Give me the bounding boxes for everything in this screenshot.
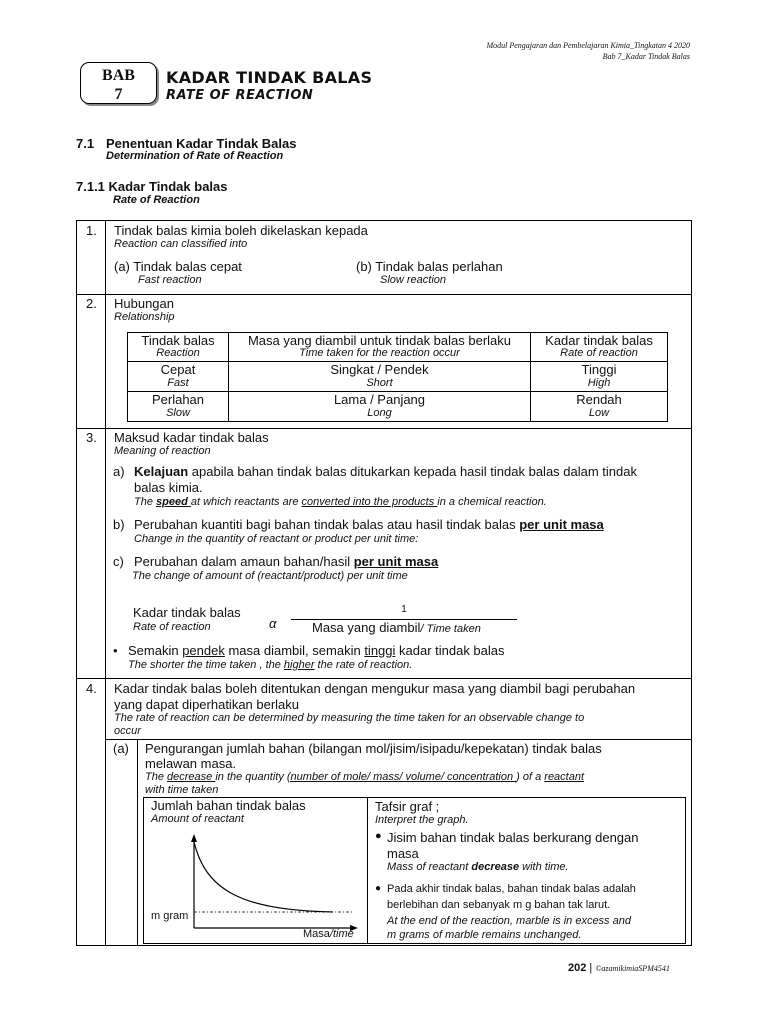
running-header: [486, 40, 690, 62]
formula-denominator-en: / Time taken: [420, 623, 481, 635]
item-b-text: [134, 517, 604, 532]
table-header-reaction: Tindak balas: [141, 333, 215, 348]
row-1-text: Tindak balas kimia boleh dikelaskan kepada: [114, 223, 368, 238]
chapter-subtitle: RATE OF REACTION: [166, 88, 314, 103]
row-4-en-1: The rate of reaction can be determined by measuring the time taken for an observable change to: [114, 712, 585, 724]
sub-a-en-pre: The: [145, 771, 168, 783]
sub-number-divider: [137, 739, 138, 946]
section-number: 7.1: [76, 136, 95, 151]
header-line-2: Bab 7_Kadar Tindak Balas: [602, 52, 690, 61]
item-a-en-pre: The: [134, 496, 157, 508]
formula-left: Kadar tindak balas: [133, 605, 241, 620]
m-gram-label: m gram: [151, 910, 189, 922]
bullet-en-post: the rate of reaction.: [314, 659, 413, 671]
bullet-underline-2: tinggi: [364, 643, 396, 658]
bullet-pre: Semakin: [128, 643, 183, 658]
item-a-en-post: in a chemical reaction.: [437, 496, 547, 508]
formula-denominator-ms: Masa yang diambil: [312, 620, 421, 635]
section-title-en: Determination of Rate of Reaction: [106, 150, 284, 162]
sub-a-en-u3: reactant: [544, 771, 585, 783]
sub-a-en-u1: decrease: [167, 771, 216, 783]
sub-row-divider: [105, 739, 692, 740]
fast-reaction-en: Fast reaction: [138, 274, 202, 286]
item-c-en: The change of amount of (reactant/product) per unit time: [132, 570, 408, 582]
formula-left-en: Rate of reaction: [133, 621, 211, 633]
item-c-text: [134, 554, 438, 569]
item-a-label: a): [113, 464, 125, 479]
item-a-rest: apabila bahan tindak balas ditukarkan kepada hasil tindak balas dalam tindak: [188, 464, 637, 479]
table-header-reaction-en: Reaction: [156, 347, 200, 359]
sub-a-en-mid1: in the quantity: [215, 771, 287, 783]
row-4-text-1: Kadar tindak balas boleh ditentukan dengan mengukur masa yang diambil bagi perubahan: [114, 681, 636, 696]
item-b-en: Change in the quantity of reactant or product per unit time:: [134, 533, 419, 545]
fast-reaction-label: (a) Tindak balas cepat: [114, 259, 242, 274]
graph-box-divider: [367, 797, 368, 944]
row-4-number: 4.: [86, 681, 97, 696]
sub-a-text-1: Pengurangan jumlah bahan (bilangan mol/jisim/isipadu/kepekatan) tindak balas: [145, 741, 602, 756]
table-cell-en: Long: [367, 407, 392, 419]
proportional-symbol: α: [269, 616, 277, 631]
section-title: Penentuan Kadar Tindak Balas: [106, 136, 297, 151]
bullet-en: [128, 659, 412, 671]
formula-numerator: 1: [401, 604, 407, 615]
row-divider: [76, 428, 692, 429]
item-a-en-underline: converted into the products: [301, 496, 438, 508]
sub-a-en-mid2: ) of a: [516, 771, 545, 783]
reactant-graph: [148, 826, 364, 942]
chapter-badge: [80, 62, 157, 104]
item-c-text-main: Perubahan dalam amaun bahan/hasil: [134, 554, 354, 569]
row-3-text: Maksud kadar tindak balas: [114, 430, 269, 445]
table-cell: Rendah: [576, 392, 622, 407]
bullet-en-pre: The shorter the time taken , the: [128, 659, 284, 671]
row-2-text: Hubungan: [114, 296, 174, 311]
item-b-label: b): [113, 517, 125, 532]
bullet-post: kadar tindak balas: [395, 643, 505, 658]
bullet-en-underline: higher: [283, 659, 315, 671]
slow-reaction-label: (b) Tindak balas perlahan: [356, 259, 503, 274]
number-column-divider: [105, 220, 106, 946]
table-cell-en: Fast: [167, 377, 189, 389]
table-cell-en: High: [587, 377, 611, 389]
interp-p2-en-1: At the end of the reaction, marble is in excess and: [387, 915, 631, 927]
subsection-title: 7.1.1 Kadar Tindak balas: [76, 179, 228, 194]
row-4-text-2: yang dapat diperhatikan berlaku: [114, 697, 300, 712]
interp-bullet-1: ●: [375, 830, 382, 842]
interp-title-en: Interpret the graph.: [375, 814, 469, 826]
row-divider: [76, 678, 692, 679]
interp-p1-en: [387, 861, 569, 873]
sub-a-label: (a): [113, 741, 129, 756]
row-3-text-en: Meaning of reaction: [114, 445, 211, 457]
page-number: 202: [568, 962, 587, 974]
table-cell: Lama / Panjang: [333, 392, 426, 407]
sub-a-en-2: with time taken: [145, 784, 219, 796]
item-b-bold: per unit masa: [519, 517, 604, 532]
table-cell-en: Slow: [166, 407, 190, 419]
graph-title-en: Amount of reactant: [151, 813, 244, 825]
bullet-text: [128, 643, 505, 658]
item-a-en-mid: at which reactants are: [190, 496, 302, 508]
item-b-text-main: Perubahan kuantiti bagi bahan tindak balas atau hasil tindak balas: [134, 517, 520, 532]
formula-denominator: [312, 620, 481, 635]
bullet-dot: •: [113, 643, 118, 658]
interp-p1-en-post: with time.: [519, 861, 569, 873]
item-a-text: [134, 464, 637, 479]
y-axis-arrow: [191, 834, 197, 842]
bullet-underline-1: pendek: [182, 643, 225, 658]
x-axis-label-ms: Masa: [303, 928, 330, 940]
table-cell: Singkat / Pendek: [330, 362, 429, 377]
interp-p1-en-bold: decrease: [471, 861, 520, 873]
item-a-en: [134, 496, 547, 508]
x-axis-label-en: /time: [329, 928, 354, 940]
slow-reaction-en: Slow reaction: [380, 274, 447, 286]
row-2-text-en: Relationship: [114, 311, 175, 323]
bab-label: BAB: [102, 67, 135, 84]
table-header-rate-en: Rate of reaction: [560, 347, 638, 359]
interp-p2-ms-2: berlebihan dan sebanyak m g bahan tak larut.: [387, 899, 611, 911]
page-footer: [568, 962, 670, 974]
table-cell: Perlahan: [151, 392, 205, 407]
bullet-mid: masa diambil, semakin: [224, 643, 365, 658]
table-header-time: Masa yang diambil untuk tindak balas berlaku: [247, 333, 512, 348]
interp-p1-ms-2: masa: [387, 846, 419, 861]
row-divider: [76, 294, 692, 295]
table-header-time-en: Time taken for the reaction occur: [299, 347, 460, 359]
item-a-bold: Kelajuan: [134, 464, 189, 479]
table-cell-en: Low: [588, 407, 610, 419]
row-1-text-en: Reaction can classified into: [114, 238, 248, 250]
row-1-number: 1.: [86, 223, 97, 238]
sub-a-en-u2: (number of mole/ mass/ volume/ concentration: [286, 771, 517, 783]
sub-a-en-1: [145, 771, 584, 783]
item-c-bold: per unit masa: [353, 554, 439, 569]
chapter-title: KADAR TINDAK BALAS: [166, 68, 373, 87]
graph-title: Jumlah bahan tindak balas: [151, 798, 306, 813]
footer-credit: ©azamikimiaSPM4541: [595, 964, 670, 973]
item-a-text-2: balas kimia.: [134, 480, 203, 495]
item-a-en-bold: speed: [156, 496, 191, 508]
footer-separator: |: [589, 962, 593, 974]
interp-p1-en-pre: Mass of reactant: [387, 861, 472, 873]
interp-p2-ms-1: Pada akhir tindak balas, bahan tindak balas adalah: [387, 883, 636, 895]
decay-curve: [194, 842, 333, 912]
table-cell: Cepat: [160, 362, 196, 377]
row-2-number: 2.: [86, 296, 97, 311]
item-c-label: c): [113, 554, 124, 569]
table-cell-en: Short: [366, 377, 393, 389]
interp-p2-en-2: m grams of marble remains unchanged.: [387, 929, 582, 941]
table-header-rate: Kadar tindak balas: [545, 333, 653, 348]
sub-a-text-2: melawan masa.: [145, 756, 237, 771]
interp-title: Tafsir graf ;: [375, 799, 440, 814]
interp-bullet-2: ●: [375, 883, 382, 894]
subsection-title-en: Rate of Reaction: [113, 194, 200, 206]
row-4-en-2: occur: [114, 725, 141, 737]
bab-number: 7: [114, 86, 123, 103]
row-3-number: 3.: [86, 430, 97, 445]
x-axis-label: [303, 928, 354, 940]
header-line-1: Modul Pengajaran dan Pembelajaran Kimia_Tingkatan 4 2020: [486, 41, 690, 50]
interp-p1-ms-1: Jisim bahan tindak balas berkurang dengan: [387, 830, 639, 845]
table-cell: Tinggi: [581, 362, 617, 377]
